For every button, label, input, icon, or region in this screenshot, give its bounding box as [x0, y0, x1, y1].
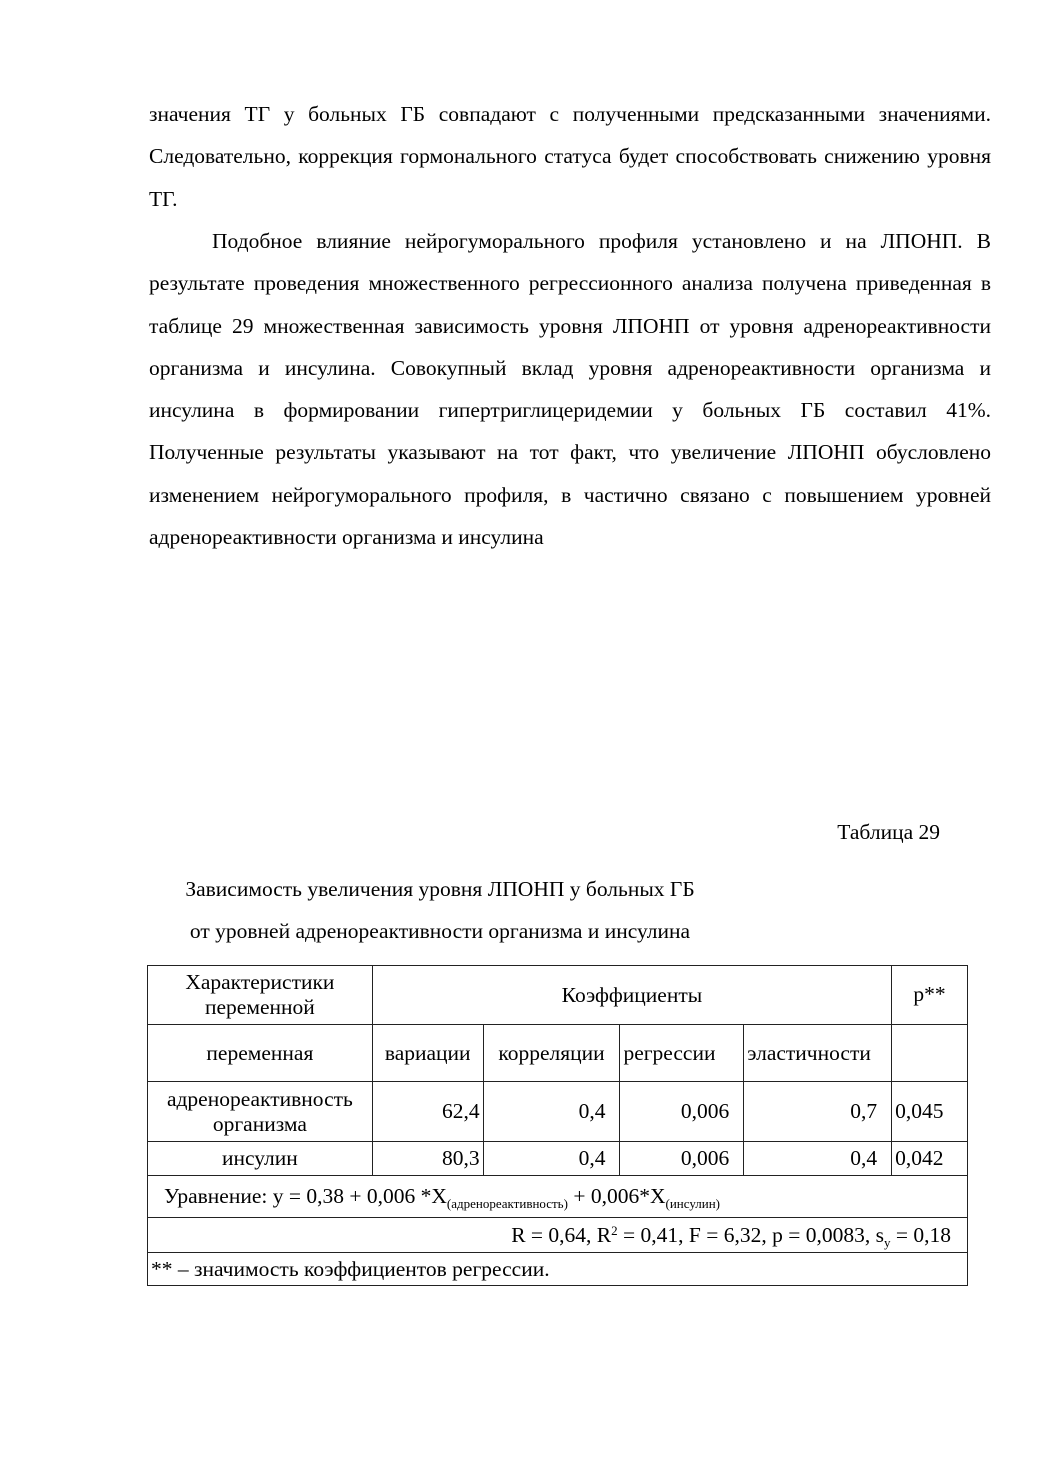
table-title: [149, 868, 1017, 952]
equation-row: [148, 1176, 968, 1218]
subheader-variation: вариации: [372, 1025, 483, 1082]
paragraph-2: Подобное влияние нейрогуморального профиля установлено и на ЛПОНП. В результате проведения множественного регрессионного анализа получена приведенная в таблице 29 множественная зависимость уровня ЛПОНП от уровня адренореактивности организма и инсулина. Совокупный вклад уровня адренореактивности организма и инсулина в формировании гипертриглицеридемии у больных ГБ составил 41%. Полученные результаты указывают на тот факт, что увеличение ЛПОНП обусловлено изменением нейрогуморального профиля, в частично связано с повышением уровней адренореактивности организма и инсулина: [149, 229, 991, 550]
header-characteristics: Характеристики переменной: [148, 966, 373, 1025]
row-variable-name: адренореактивность организма: [148, 1082, 373, 1142]
subheader-elasticity: эластичности: [744, 1025, 892, 1082]
regression-equation: Уравнение: y = 0,38 + 0,006 $*X_{(адренореактивность)} + 0,006*X_{(инсулин)}$: [148, 1176, 968, 1218]
row-variable-name: инсулин: [148, 1142, 373, 1176]
table-title-line-1: Зависимость увеличения уровня ЛПОНП у больных ГБ: [185, 877, 695, 901]
subheader-variable: переменная: [148, 1025, 373, 1082]
row-regression: 0,006: [620, 1142, 744, 1176]
row-elasticity: 0,7: [744, 1082, 892, 1142]
subheader-correlation: корреляции: [483, 1025, 620, 1082]
table-footnote: ** – значимость коэффициентов регрессии.: [148, 1253, 968, 1286]
regression-table: [147, 965, 968, 1286]
subheader-p-empty: [892, 1025, 968, 1082]
table-header-row: [148, 966, 968, 1025]
footnote-row: [148, 1253, 968, 1286]
stats-row: [148, 1218, 968, 1253]
header-coefficients: Коэффициенты: [372, 966, 891, 1025]
row-variation: 80,3: [372, 1142, 483, 1176]
table-row: [148, 1082, 968, 1142]
paragraph-1: значения ТГ у больных ГБ совпадают с полученными предсказанными значениями. Следовательно, коррекция гормонального статуса будет способствовать снижению уровня ТГ.: [149, 102, 991, 211]
row-correlation: 0,4: [483, 1082, 620, 1142]
regression-statistics: R = 0,64, $R^2 = 0,41$, F = 6,32, p = 0,0083, $s_y = 0,18$: [148, 1218, 968, 1253]
row-correlation: 0,4: [483, 1142, 620, 1176]
row-regression: 0,006: [620, 1082, 744, 1142]
subheader-regression: регрессии: [620, 1025, 744, 1082]
row-variation: 62,4: [372, 1082, 483, 1142]
row-p: 0,042: [892, 1142, 968, 1176]
row-elasticity: 0,4: [744, 1142, 892, 1176]
table-title-line-2: от уровней адренореактивности организма и инсулина: [189, 919, 691, 943]
header-p: p**: [892, 966, 968, 1025]
row-p: 0,045: [892, 1082, 968, 1142]
table-number-label: Таблица 29: [837, 820, 940, 844]
table-subheader-row: [148, 1025, 968, 1082]
table-row: [148, 1142, 968, 1176]
